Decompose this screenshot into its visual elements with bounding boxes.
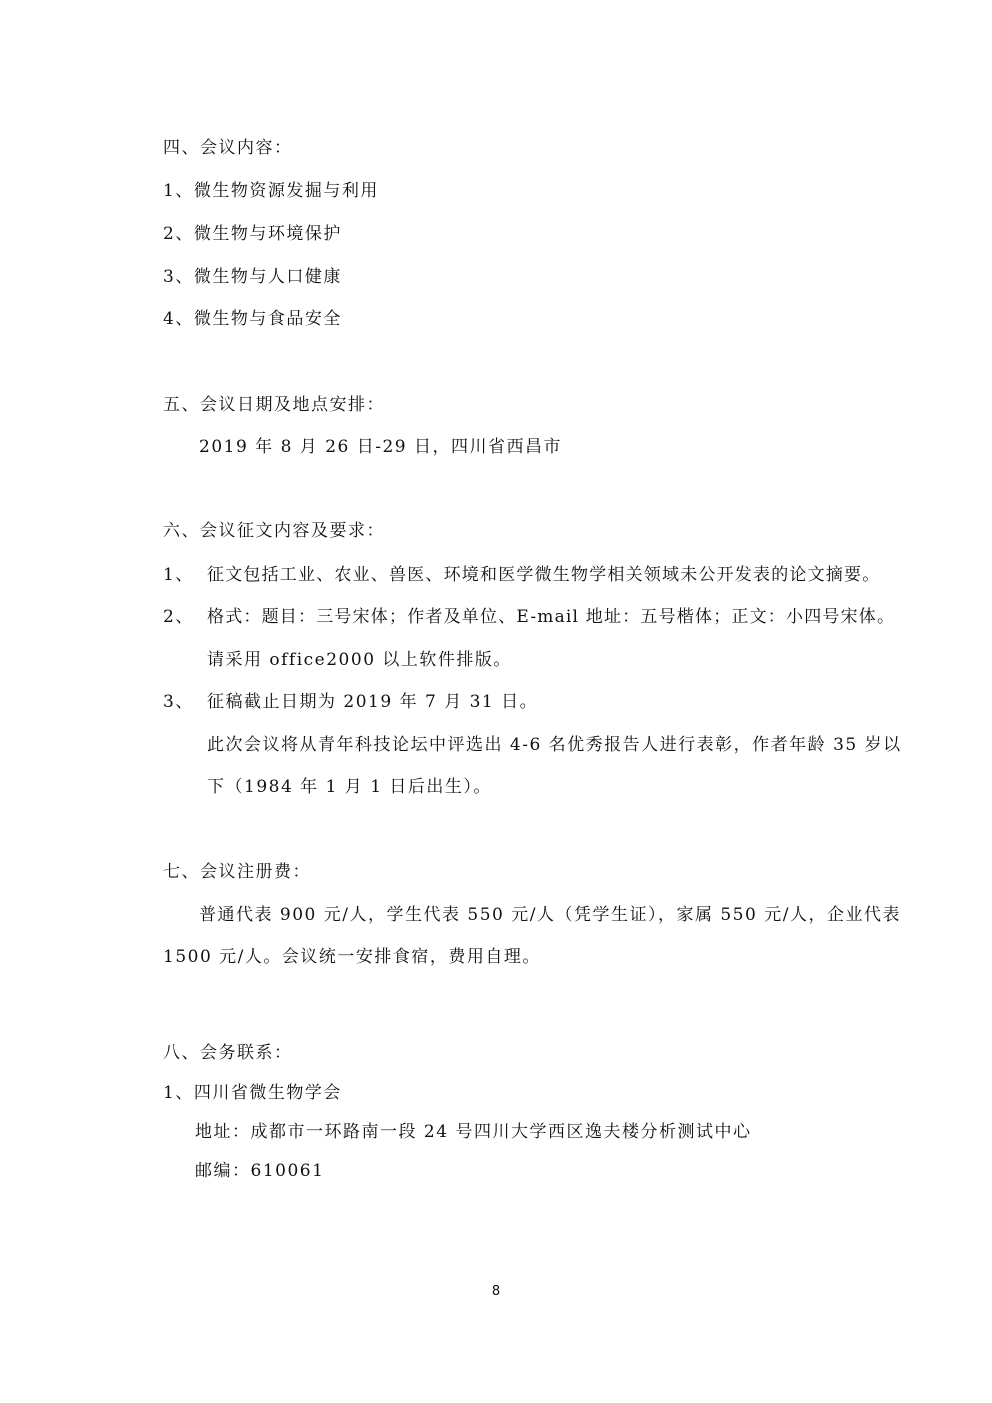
list-item: 2、微生物与环境保护	[163, 224, 342, 244]
list-item-continuation: 下（1984 年 1 月 1 日后出生）。	[207, 777, 492, 797]
registration-fee-text: 1500 元/人。会议统一安排食宿，费用自理。	[163, 947, 541, 967]
meeting-date-location: 2019 年 8 月 26 日-29 日，四川省西昌市	[199, 437, 563, 457]
list-item-number: 2、	[163, 607, 194, 627]
section-7-heading: 七、会议注册费：	[163, 862, 311, 882]
list-item: 4、微生物与食品安全	[163, 309, 342, 329]
section-5-heading: 五、会议日期及地点安排：	[163, 395, 385, 415]
list-item: 征文包括工业、农业、兽医、环境和医学微生物学相关领域未公开发表的论文摘要。	[207, 565, 881, 585]
list-item-number: 1、	[163, 565, 194, 585]
registration-fee-text: 普通代表 900 元/人，学生代表 550 元/人（凭学生证），家属 550 元/人，企业代表	[199, 905, 901, 925]
list-item: 征稿截止日期为 2019 年 7 月 31 日。	[207, 692, 539, 712]
list-item-number: 3、	[163, 692, 194, 712]
list-item: 3、微生物与人口健康	[163, 267, 342, 287]
section-4-heading: 四、会议内容：	[163, 138, 293, 158]
list-item-continuation: 此次会议将从青年科技论坛中评选出 4-6 名优秀报告人进行表彰，作者年龄 35 岁以	[207, 735, 902, 755]
list-item: 格式：题目：三号宋体；作者及单位、E-mail 地址：五号楷体；正文：小四号宋体。	[207, 607, 896, 627]
section-6-heading: 六、会议征文内容及要求：	[163, 521, 385, 541]
list-item-continuation: 请采用 office2000 以上软件排版。	[207, 650, 512, 670]
section-8-heading: 八、会务联系：	[163, 1043, 293, 1063]
list-item: 1、微生物资源发掘与利用	[163, 181, 379, 201]
contact-address: 地址：成都市一环路南一段 24 号四川大学西区逸夫楼分析测试中心	[195, 1122, 752, 1142]
contact-organization: 1、四川省微生物学会	[163, 1083, 342, 1103]
contact-postcode: 邮编：610061	[195, 1161, 325, 1181]
page-number: 8	[491, 1284, 501, 1299]
